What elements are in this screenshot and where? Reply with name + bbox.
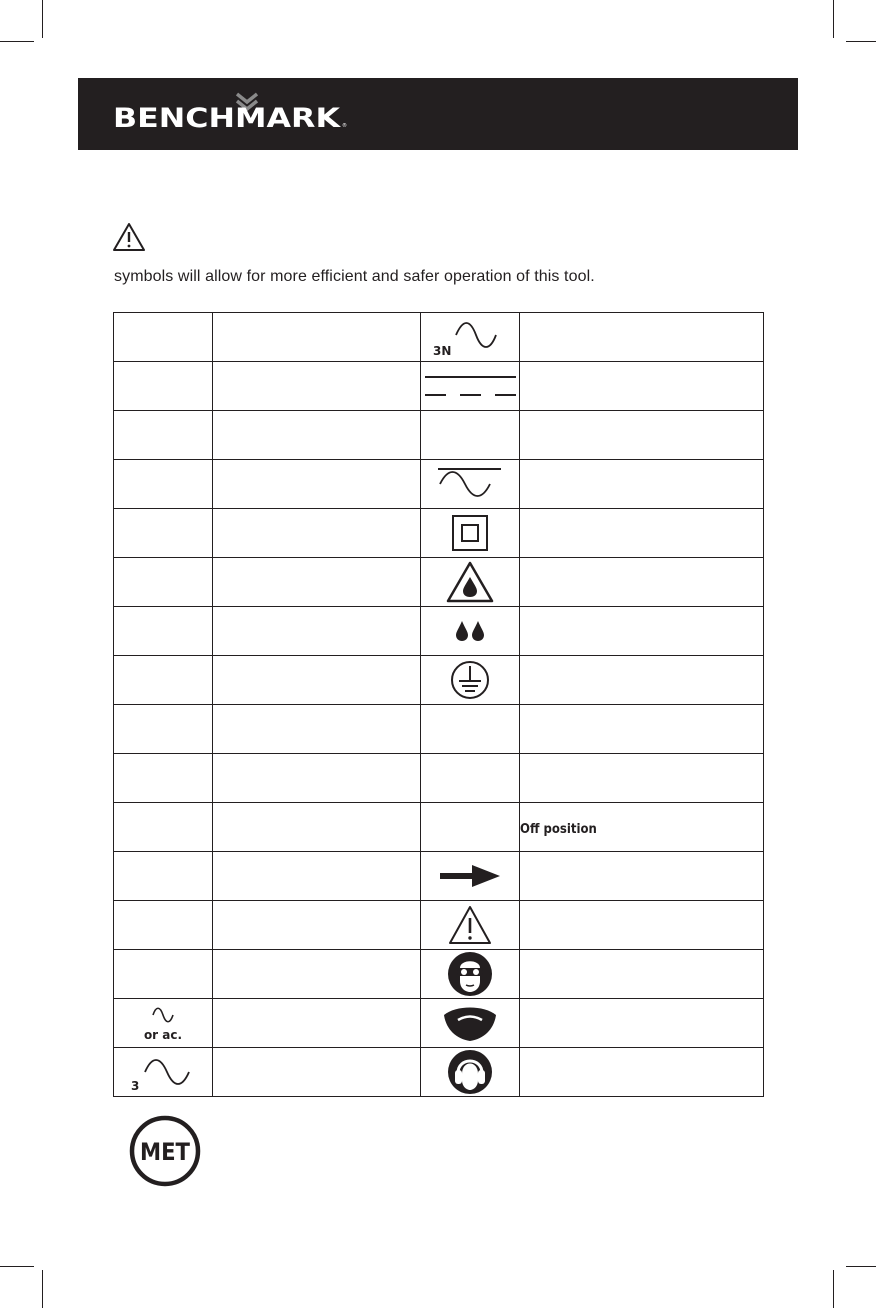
description-cell xyxy=(213,362,421,411)
description-cell xyxy=(520,999,764,1048)
description-cell xyxy=(213,607,421,656)
description-cell xyxy=(520,509,764,558)
symbol-cell xyxy=(421,558,520,607)
symbol-cell xyxy=(114,656,213,705)
symbol-cell xyxy=(114,705,213,754)
splash-proof-icon xyxy=(452,617,488,645)
description-cell xyxy=(213,999,421,1048)
symbol-cell xyxy=(421,460,520,509)
symbol-cell xyxy=(114,558,213,607)
table-row xyxy=(114,656,764,705)
symbol-cell xyxy=(421,1048,520,1097)
symbol-cell xyxy=(421,362,520,411)
symbol-cell xyxy=(114,803,213,852)
crop-mark xyxy=(0,41,34,42)
protective-earth-icon xyxy=(449,659,491,701)
description-cell xyxy=(213,509,421,558)
symbol-cell xyxy=(421,852,520,901)
description-cell xyxy=(213,901,421,950)
table-row xyxy=(114,313,764,362)
benchmark-logo xyxy=(113,91,353,135)
description-cell xyxy=(520,852,764,901)
table-row xyxy=(114,509,764,558)
class-ii-double-insulated-icon xyxy=(450,513,490,553)
symbol-cell xyxy=(114,411,213,460)
crop-mark xyxy=(42,1270,43,1308)
description-cell xyxy=(213,950,421,999)
crop-mark xyxy=(0,1266,34,1267)
description-cell xyxy=(520,656,764,705)
table-row xyxy=(114,607,764,656)
symbol-cell xyxy=(421,950,520,999)
symbol-cell xyxy=(114,999,213,1048)
symbol-cell xyxy=(114,950,213,999)
table-row xyxy=(114,999,764,1048)
off-position-label: Off position xyxy=(520,821,597,837)
table-row xyxy=(114,460,764,509)
ear-protection-icon xyxy=(447,1049,493,1095)
symbol-cell xyxy=(421,901,520,950)
arrow-right-icon xyxy=(438,863,502,889)
symbol-cell xyxy=(421,999,520,1048)
symbols-table xyxy=(113,312,764,1097)
description-cell xyxy=(213,1048,421,1097)
warning-icon xyxy=(112,222,146,252)
met-certification-badge xyxy=(128,1114,202,1188)
symbol-cell xyxy=(421,803,520,852)
crop-mark xyxy=(846,1266,876,1267)
symbol-cell xyxy=(421,411,520,460)
symbol-cell xyxy=(114,901,213,950)
svg-text:3N: 3N xyxy=(433,344,452,358)
description-cell xyxy=(213,460,421,509)
description-cell xyxy=(213,656,421,705)
description-cell xyxy=(520,460,764,509)
symbol-cell xyxy=(421,656,520,705)
symbol-cell xyxy=(114,607,213,656)
three-phase-ac-icon xyxy=(125,1050,201,1094)
three-phase-label: 3 xyxy=(131,1079,140,1093)
eye-protection-icon xyxy=(447,951,493,997)
3n-alternating-current-icon xyxy=(430,315,510,359)
table-row xyxy=(114,558,764,607)
crop-mark xyxy=(833,0,834,38)
description-cell xyxy=(520,950,764,999)
symbol-cell xyxy=(114,852,213,901)
description-cell xyxy=(213,754,421,803)
symbol-cell xyxy=(114,754,213,803)
description-cell xyxy=(520,803,764,852)
description-cell xyxy=(520,754,764,803)
description-cell xyxy=(520,362,764,411)
description-cell xyxy=(213,803,421,852)
crop-mark xyxy=(42,0,43,38)
crop-mark xyxy=(846,41,876,42)
symbol-cell xyxy=(421,509,520,558)
dust-mask-icon xyxy=(442,1003,498,1043)
symbol-cell xyxy=(114,460,213,509)
symbol-cell xyxy=(421,313,520,362)
table-row xyxy=(114,411,764,460)
symbol-cell xyxy=(114,1048,213,1097)
table-row xyxy=(114,705,764,754)
description-cell xyxy=(520,901,764,950)
description-cell xyxy=(213,313,421,362)
table-row xyxy=(114,362,764,411)
svg-text:BENCHMARK: BENCHMARK xyxy=(113,103,342,134)
ac-symbol-icon xyxy=(133,1001,193,1045)
table-row xyxy=(114,1048,764,1097)
description-cell xyxy=(213,558,421,607)
or-ac-label: or ac. xyxy=(143,1028,183,1042)
description-cell xyxy=(520,705,764,754)
description-cell xyxy=(213,411,421,460)
description-cell xyxy=(520,313,764,362)
symbol-cell xyxy=(421,607,520,656)
description-cell xyxy=(520,558,764,607)
table-row xyxy=(114,852,764,901)
symbol-cell xyxy=(421,705,520,754)
warning-triangle-icon xyxy=(447,904,493,946)
svg-text:®: ® xyxy=(342,123,347,129)
table-row xyxy=(114,803,764,852)
symbol-cell xyxy=(114,313,213,362)
direct-current-icon xyxy=(422,371,518,401)
alternating-current-icon xyxy=(435,464,505,504)
description-cell xyxy=(520,1048,764,1097)
intro-text: symbols will allow for more efficient and safer operation of this tool. xyxy=(114,268,595,285)
met-label: MET xyxy=(140,1138,191,1166)
symbol-cell xyxy=(421,754,520,803)
table-row xyxy=(114,754,764,803)
description-cell xyxy=(213,852,421,901)
description-cell xyxy=(520,607,764,656)
crop-mark xyxy=(833,1270,834,1308)
drip-proof-icon xyxy=(446,561,494,603)
table-row xyxy=(114,901,764,950)
table-row xyxy=(114,950,764,999)
description-cell xyxy=(520,411,764,460)
symbol-cell xyxy=(114,362,213,411)
description-cell xyxy=(213,705,421,754)
symbol-cell xyxy=(114,509,213,558)
